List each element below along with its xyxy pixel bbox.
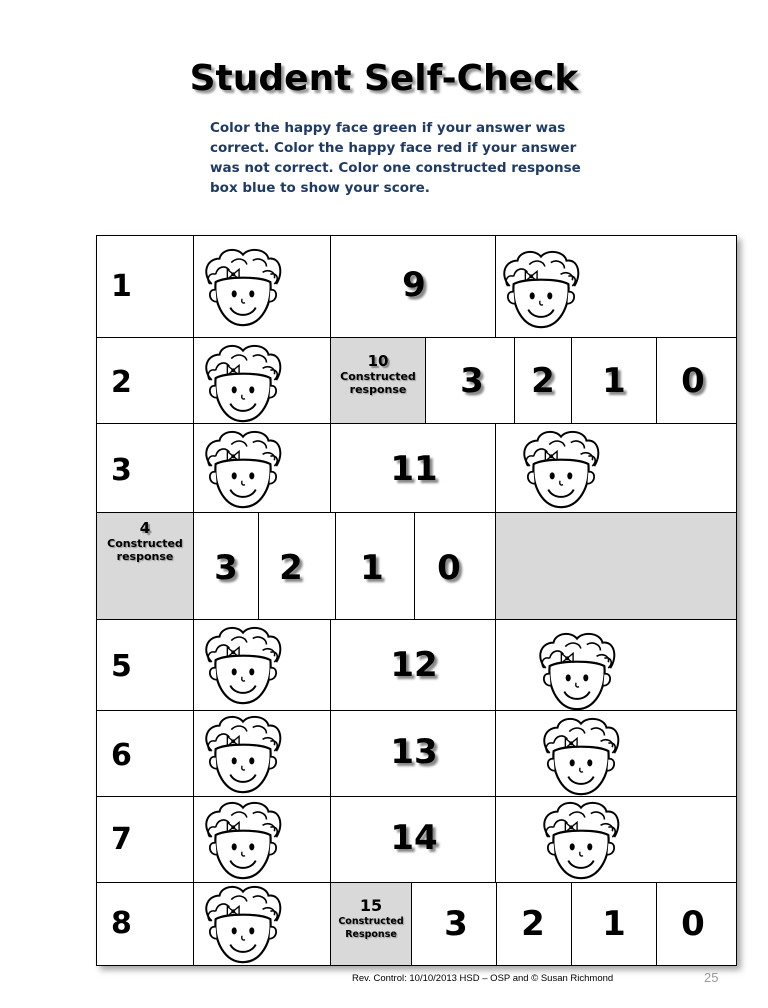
score-value: 1 — [602, 904, 626, 944]
question-number: 5 — [111, 649, 132, 684]
page-title: Student Self-Check — [189, 58, 579, 99]
cr-question-number: 4 — [139, 519, 151, 537]
row6-right-face-cell[interactable] — [495, 710, 737, 797]
row3-face-cell[interactable] — [193, 423, 331, 513]
row3-number-cell — [96, 423, 194, 513]
instructions-text: Color the happy face green if your answer was correct. Color the happy face red if your answer was not correct. Color one constructed response box blue to show your score. — [210, 120, 581, 196]
row6-number-cell — [96, 710, 194, 797]
row6-face-cell[interactable] — [193, 710, 331, 797]
score-box-2[interactable] — [514, 337, 572, 424]
score-value: 3 — [444, 904, 468, 944]
score-box-0[interactable] — [414, 512, 496, 620]
row7-number-cell — [96, 796, 194, 883]
row2-number-cell — [96, 337, 194, 424]
happy-face-icon[interactable] — [198, 244, 288, 330]
score-value: 2 — [279, 548, 303, 588]
row2-face-cell[interactable] — [193, 337, 331, 424]
row5-right-face-cell[interactable] — [495, 619, 737, 711]
footer-revision-text: Rev. Control: 10/10/2013 HSD – OSP and © Susan Richmond — [352, 973, 614, 984]
row7-right-face-cell[interactable] — [495, 796, 737, 883]
happy-face-icon[interactable] — [496, 246, 586, 332]
row3-right-number-cell — [330, 423, 496, 513]
happy-face-icon[interactable] — [198, 881, 288, 967]
question-number: 3 — [111, 453, 132, 488]
question-number: 14 — [390, 818, 438, 858]
row7-right-number-cell — [330, 796, 496, 883]
cr-question-number: 10 — [367, 352, 389, 370]
row8-number-cell — [96, 882, 194, 966]
score-value: 3 — [214, 548, 238, 588]
score-box-3[interactable] — [193, 512, 259, 620]
score-box-3[interactable] — [411, 882, 497, 966]
row4-blank-shaded-cell — [495, 512, 737, 620]
score-value: 0 — [681, 904, 705, 944]
happy-face-icon[interactable] — [198, 426, 288, 512]
score-box-1[interactable] — [571, 337, 657, 424]
row8-face-cell[interactable] — [193, 882, 331, 966]
row1-right-face-cell[interactable] — [495, 235, 737, 338]
happy-face-icon[interactable] — [516, 426, 606, 512]
question-number: 13 — [390, 732, 438, 772]
question-number: 7 — [111, 822, 132, 857]
score-box-2[interactable] — [258, 512, 336, 620]
row1-face-cell[interactable] — [193, 235, 331, 338]
row2-constructed-response-label — [330, 337, 426, 424]
row6-right-number-cell — [330, 710, 496, 797]
score-box-0[interactable] — [656, 882, 737, 966]
score-box-3[interactable] — [425, 337, 515, 424]
row1-right-number-cell — [330, 235, 496, 338]
score-value: 2 — [521, 904, 545, 944]
row5-number-cell — [96, 619, 194, 711]
score-value: 2 — [531, 361, 555, 401]
question-number: 11 — [390, 449, 438, 489]
happy-face-icon[interactable] — [198, 340, 288, 426]
question-number: 1 — [111, 269, 132, 304]
happy-face-icon[interactable] — [198, 711, 288, 797]
score-box-0[interactable] — [656, 337, 737, 424]
row8-constructed-response-label — [330, 882, 412, 966]
score-value: 0 — [681, 361, 705, 401]
row5-face-cell[interactable] — [193, 619, 331, 711]
question-number: 8 — [111, 906, 132, 941]
score-box-2[interactable] — [496, 882, 572, 966]
row1-number-cell — [96, 235, 194, 338]
cr-question-number: 15 — [359, 896, 383, 915]
score-box-1[interactable] — [335, 512, 415, 620]
cr-label: Constructed response — [340, 370, 416, 396]
question-number: 6 — [111, 738, 132, 773]
row4-constructed-response-label — [96, 512, 194, 620]
row7-face-cell[interactable] — [193, 796, 331, 883]
score-value: 1 — [602, 361, 626, 401]
score-value: 1 — [360, 548, 384, 588]
happy-face-icon[interactable] — [536, 797, 626, 883]
happy-face-icon[interactable] — [532, 628, 622, 714]
happy-face-icon[interactable] — [198, 797, 288, 883]
question-number: 2 — [111, 365, 132, 400]
question-number: 12 — [390, 645, 438, 685]
happy-face-icon[interactable] — [198, 622, 288, 708]
cr-label: Constructed Response — [338, 916, 404, 940]
cr-label: Constructed response — [107, 537, 183, 563]
score-value: 0 — [437, 548, 461, 588]
row5-right-number-cell — [330, 619, 496, 711]
score-box-1[interactable] — [571, 882, 657, 966]
page-number: 25 — [704, 970, 719, 985]
row3-right-face-cell[interactable] — [495, 423, 737, 513]
question-number: 9 — [402, 265, 426, 305]
score-value: 3 — [460, 361, 484, 401]
happy-face-icon[interactable] — [536, 713, 626, 799]
